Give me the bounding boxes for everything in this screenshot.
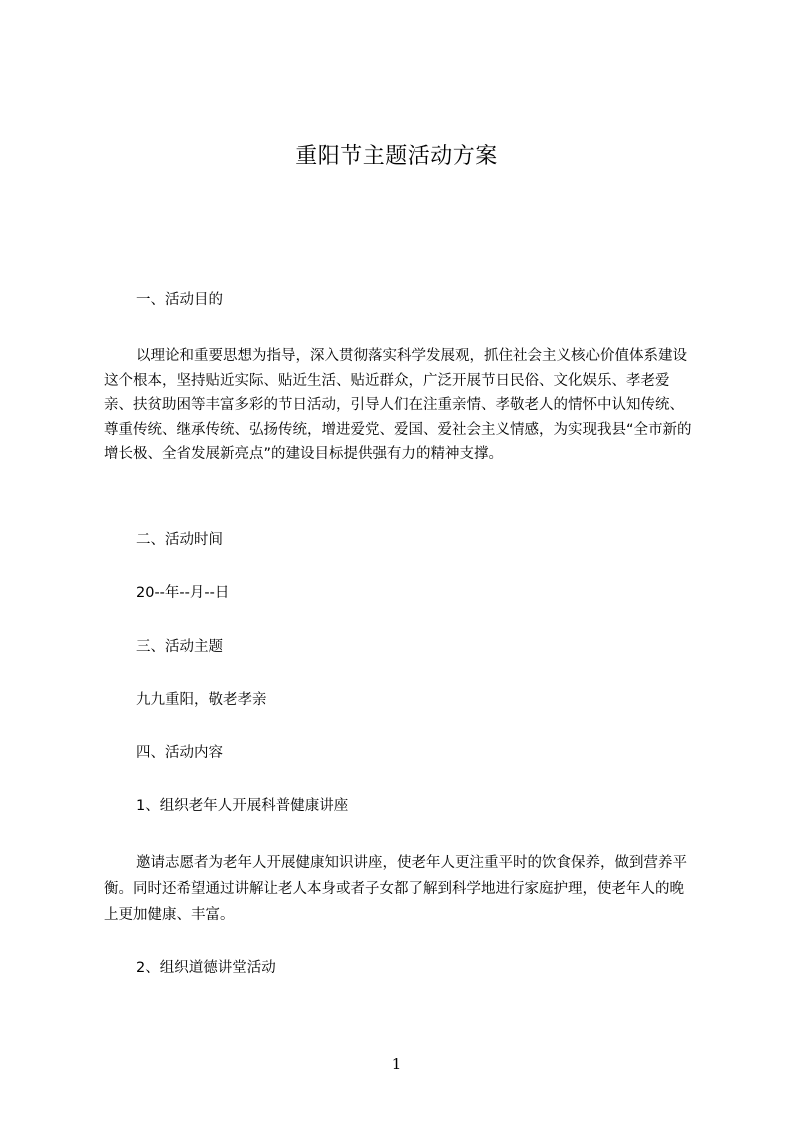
item-heading-moral-lecture: 2、组织道德讲堂活动 bbox=[136, 960, 276, 976]
section-heading-time: 二、活动时间 bbox=[136, 532, 223, 548]
section-heading-content: 四、活动内容 bbox=[136, 745, 223, 761]
section-heading-theme: 三、活动主题 bbox=[136, 639, 223, 655]
document-title: 重阳节主题活动方案 bbox=[295, 144, 498, 169]
section-content-time: 20--年--月--日 bbox=[136, 585, 230, 601]
section-heading-purpose: 一、活动目的 bbox=[136, 292, 223, 308]
item-paragraph-health-lecture bbox=[104, 850, 698, 928]
paragraph-text: 邀请志愿者为老年人开展健康知识讲座，使老年人更注重平时的饮食保养，做到营养平衡。同时还希望通过讲解让老人本身或者子女都了解到科学地进行家庭护理，使老年人的晚上更加健康、丰富。 bbox=[104, 855, 687, 923]
section-content-theme: 九九重阳，敬老孝亲 bbox=[136, 692, 267, 708]
section-paragraph-purpose bbox=[104, 344, 698, 467]
item-heading-health-lecture: 1、组织老年人开展科普健康讲座 bbox=[136, 798, 349, 814]
page-number: 1 bbox=[391, 1055, 402, 1073]
paragraph-text: 以理论和重要思想为指导，深入贯彻落实科学发展观，抓住社会主义核心价值体系建设这个根本，坚持贴近实际、贴近生活、贴近群众，广泛开展节日民俗、文化娱乐、孝老爱亲、扶贫助困等丰富多彩的节日活动，引导人们在注重亲情、孝敬老人的情怀中认知传统、尊重传统、继承传统、弘扬传统，增进爱党、爱国、爱社会主义情感，为实现我县“全市新的增长极、全省发展新亮点”的建设目标提供强有力的精神支撑。 bbox=[104, 348, 692, 462]
